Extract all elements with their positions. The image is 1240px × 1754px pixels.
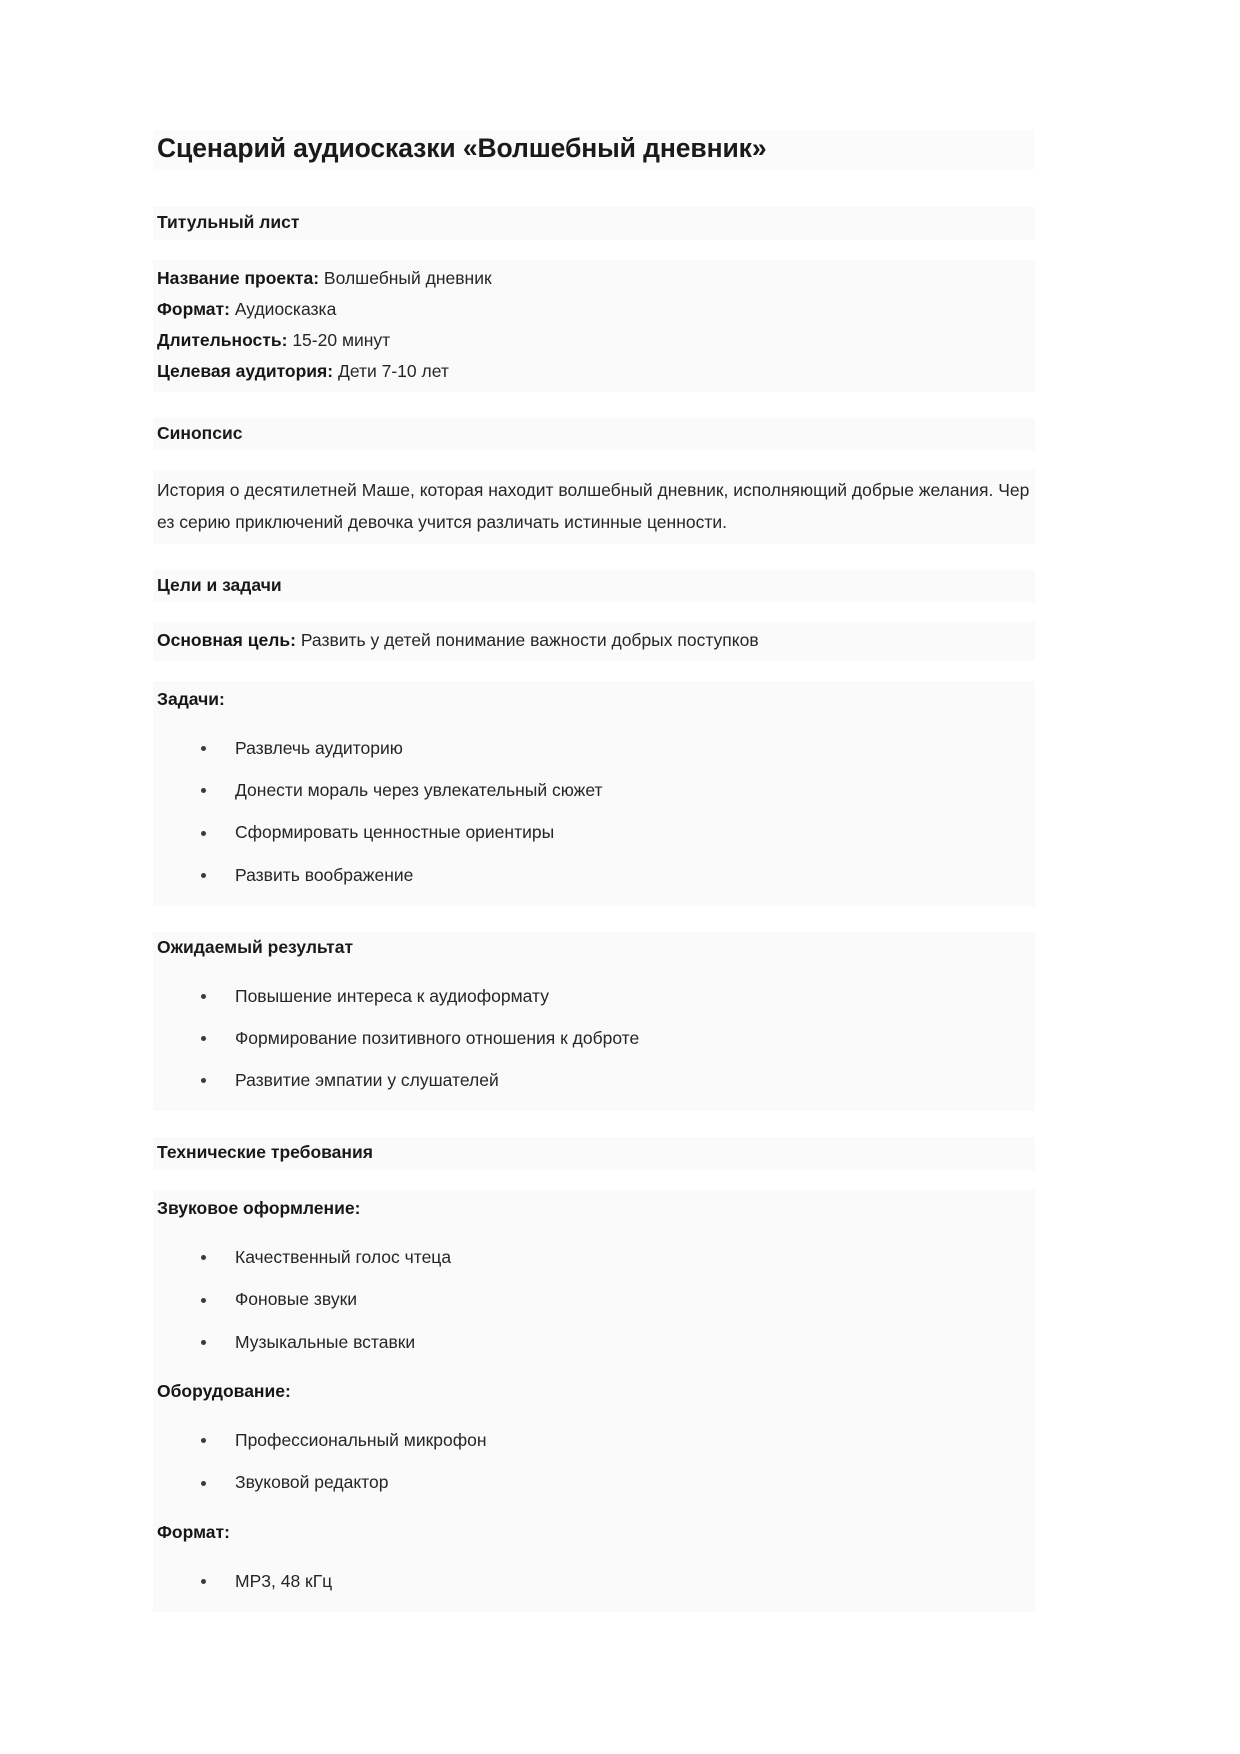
meta-line-main-goal — [157, 625, 1031, 656]
meta-line-duration — [157, 325, 1031, 356]
section-heading-synopsis: Синопсис — [153, 418, 1035, 451]
list-item: Профессиональный микрофон — [157, 1419, 1031, 1461]
spacer — [153, 1111, 1035, 1137]
meta-label: Название проекта: — [157, 267, 320, 288]
meta-value: Волшебный дневник — [323, 267, 492, 288]
equipment-list — [153, 1409, 1035, 1514]
section-heading-title-page: Титульный лист — [153, 207, 1035, 240]
list-item: Донести мораль через увлекательный сюжет — [157, 769, 1031, 811]
sound-design-list — [153, 1226, 1035, 1373]
list-item: Развить воображение — [157, 854, 1031, 896]
spacer — [153, 661, 1035, 681]
meta-label: Формат: — [157, 298, 230, 319]
list-item: Музыкальные вставки — [157, 1321, 1031, 1363]
list-item: Звуковой редактор — [157, 1461, 1031, 1503]
meta-label: Целевая аудитория: — [157, 361, 334, 382]
main-goal-line — [153, 622, 1035, 660]
meta-line-format — [157, 294, 1031, 325]
list-item: Сформировать ценностные ориентиры — [157, 811, 1031, 853]
tasks-label: Задачи: — [153, 681, 1035, 717]
list-item: Развитие эмпатии у слушателей — [157, 1059, 1031, 1101]
list-item: Формирование позитивного отношения к доброте — [157, 1017, 1031, 1059]
spacer — [153, 1170, 1035, 1190]
list-item: MP3, 48 кГц — [157, 1560, 1031, 1602]
document-body — [153, 130, 1035, 1612]
format-list — [153, 1550, 1035, 1612]
spacer — [153, 906, 1035, 932]
meta-line-project-name — [157, 263, 1031, 294]
list-item: Повышение интереса к аудиоформату — [157, 975, 1031, 1017]
spacer — [153, 392, 1035, 418]
expected-result-list — [153, 965, 1035, 1112]
sound-design-label: Звуковое оформление: — [153, 1190, 1035, 1226]
spacer — [153, 602, 1035, 622]
section-heading-goals: Цели и задачи — [153, 570, 1035, 603]
tasks-list — [153, 717, 1035, 906]
spacer — [153, 544, 1035, 570]
meta-label: Основная цель: — [157, 630, 296, 651]
meta-value: Дети 7-10 лет — [337, 361, 449, 382]
format-label: Формат: — [153, 1514, 1035, 1550]
section-heading-technical: Технические требования — [153, 1137, 1035, 1170]
meta-value: Аудиосказка — [234, 298, 337, 319]
spacer — [153, 450, 1035, 470]
section-heading-expected-result: Ожидаемый результат — [153, 932, 1035, 965]
spacer — [153, 240, 1035, 260]
synopsis-paragraph: История о десятилетней Маше, которая находит волшебный дневник, исполняющий добрые желания. Через серию приключений девочка учится различать истинные ценности. — [153, 470, 1035, 543]
meta-value: Развить у детей понимание важности добрых поступков — [300, 630, 759, 651]
list-item: Развлечь аудиторию — [157, 727, 1031, 769]
title-page-fields — [153, 260, 1035, 392]
list-item: Качественный голос чтеца — [157, 1236, 1031, 1278]
meta-label: Длительность: — [157, 330, 288, 351]
meta-line-target-audience — [157, 356, 1031, 387]
list-item: Фоновые звуки — [157, 1278, 1031, 1320]
meta-value: 15-20 минут — [292, 330, 391, 351]
page-title: Сценарий аудиосказки «Волшебный дневник» — [153, 130, 1035, 169]
equipment-label: Оборудование: — [153, 1373, 1035, 1409]
